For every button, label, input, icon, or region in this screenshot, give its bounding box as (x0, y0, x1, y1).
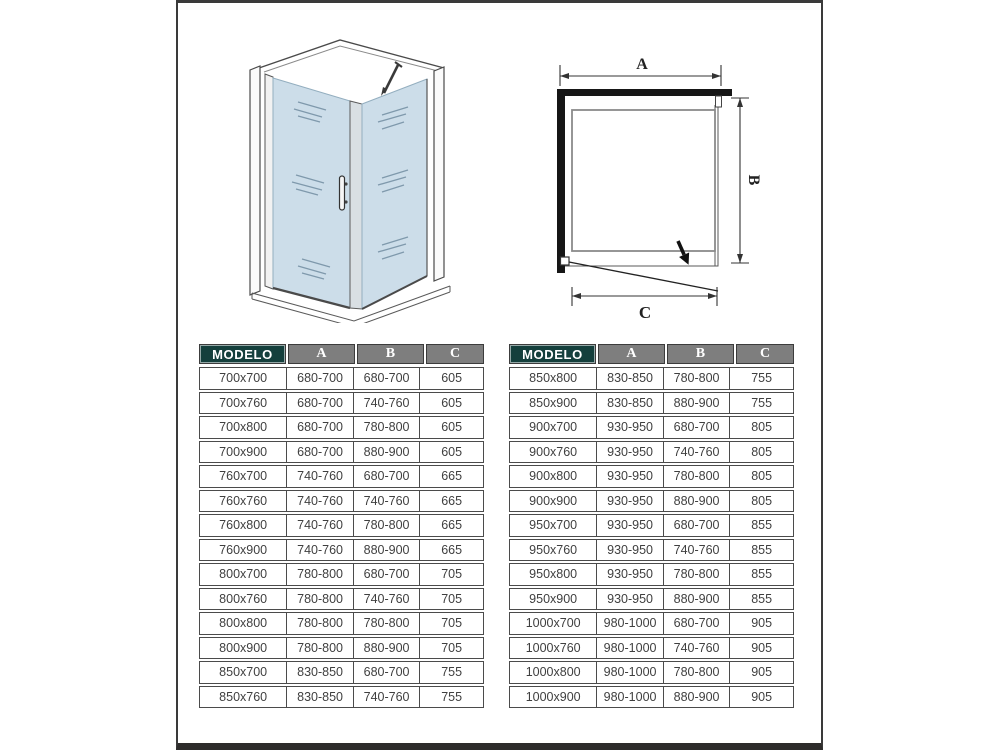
table-cell: 740-760 (286, 540, 353, 561)
table-cell: 830-850 (596, 393, 663, 414)
table-cell: 900x760 (529, 444, 578, 459)
table-cell: 740-760 (663, 540, 730, 561)
right-wall-profile (716, 96, 722, 107)
table-cell: 930-950 (596, 417, 663, 438)
table-row (199, 588, 484, 611)
table-cell: 855 (729, 540, 793, 561)
column-header-a: A (288, 344, 355, 364)
spec-tables (199, 344, 794, 710)
table-cell: 665 (419, 515, 483, 536)
table-cell: 980-1000 (596, 613, 663, 634)
table-cell: 830-850 (286, 662, 353, 683)
table-cell: 780-800 (663, 662, 730, 683)
table-cell: 805 (729, 491, 793, 512)
table-cell: 800x760 (219, 591, 268, 606)
table-cell: 780-800 (286, 564, 353, 585)
table-cell: 830-850 (596, 368, 663, 389)
table-cell: 950x700 (529, 518, 578, 533)
table-row (509, 539, 794, 562)
table-cell: 1000x760 (525, 640, 581, 655)
wall-profile-right (434, 67, 444, 281)
table-cell: 780-800 (286, 638, 353, 659)
table-cell: 830-850 (286, 687, 353, 708)
column-header-b: B (667, 344, 734, 364)
table-cell: 930-950 (596, 540, 663, 561)
table-cell: 930-950 (596, 491, 663, 512)
table-cell: 800x700 (219, 567, 268, 582)
table-row (509, 612, 794, 635)
table-cell: 855 (729, 515, 793, 536)
table-cell: 880-900 (663, 687, 730, 708)
table-cell: 680-700 (286, 442, 353, 463)
table-cell: 705 (419, 589, 483, 610)
table-cell: 700x800 (219, 420, 268, 435)
table-cell: 705 (419, 613, 483, 634)
table-header-row (199, 344, 484, 364)
wall-profile-left (250, 66, 260, 295)
table-cell: 755 (419, 662, 483, 683)
top-fixed-panel (560, 89, 732, 96)
plan-diagram (547, 38, 797, 323)
table-cell: 950x800 (529, 567, 578, 582)
table-cell: 740-760 (286, 466, 353, 487)
table-cell: 780-800 (663, 564, 730, 585)
table-cell: 930-950 (596, 515, 663, 536)
table-cell: 680-700 (353, 368, 420, 389)
isometric-diagram (232, 23, 462, 323)
table-row (509, 637, 794, 660)
table-row (199, 637, 484, 660)
table-cell: 740-760 (663, 638, 730, 659)
table-cell: 880-900 (663, 491, 730, 512)
spec-table-right (509, 344, 794, 710)
table-cell: 680-700 (353, 466, 420, 487)
table-row (509, 514, 794, 537)
spec-table-left (199, 344, 484, 710)
table-cell: 1000x800 (525, 665, 581, 680)
table-row (509, 563, 794, 586)
table-cell: 980-1000 (596, 687, 663, 708)
table-row (509, 490, 794, 513)
door-pivot-block (561, 257, 570, 265)
table-cell: 700x760 (219, 395, 268, 410)
table-header-row (509, 344, 794, 364)
table-cell: 900x700 (529, 420, 578, 435)
table-row (199, 490, 484, 513)
column-header-modelo: MODELO (509, 344, 596, 364)
table-cell: 850x800 (529, 371, 578, 386)
table-cell: 905 (729, 613, 793, 634)
column-header-modelo: MODELO (199, 344, 286, 364)
table-cell: 705 (419, 638, 483, 659)
table-cell: 665 (419, 491, 483, 512)
top-rim (259, 40, 444, 72)
table-cell: 705 (419, 564, 483, 585)
table-row (509, 465, 794, 488)
table-row (199, 514, 484, 537)
table-cell: 780-800 (353, 515, 420, 536)
column-header-c: C (736, 344, 794, 364)
table-row (509, 441, 794, 464)
table-cell: 880-900 (353, 638, 420, 659)
table-cell: 980-1000 (596, 662, 663, 683)
table-body (199, 367, 484, 708)
table-cell: 740-760 (286, 491, 353, 512)
table-cell: 755 (729, 393, 793, 414)
table-cell: 780-800 (353, 417, 420, 438)
table-cell: 665 (419, 540, 483, 561)
table-row (509, 367, 794, 390)
table-row (199, 367, 484, 390)
table-cell: 680-700 (663, 515, 730, 536)
table-cell: 605 (419, 393, 483, 414)
table-row (509, 392, 794, 415)
table-cell: 755 (729, 368, 793, 389)
table-cell: 930-950 (596, 564, 663, 585)
column-header-a: A (598, 344, 665, 364)
table-row (199, 539, 484, 562)
table-row (199, 416, 484, 439)
table-cell: 880-900 (353, 442, 420, 463)
left-wall-bar (557, 89, 565, 273)
table-cell: 605 (419, 368, 483, 389)
table-cell: 880-900 (663, 589, 730, 610)
table-cell: 740-760 (353, 687, 420, 708)
table-cell: 950x760 (529, 542, 578, 557)
table-cell: 755 (419, 687, 483, 708)
table-cell: 800x900 (219, 640, 268, 655)
table-cell: 665 (419, 466, 483, 487)
table-cell: 930-950 (596, 466, 663, 487)
table-cell: 900x900 (529, 493, 578, 508)
table-cell: 850x760 (219, 689, 268, 704)
table-row (199, 563, 484, 586)
table-cell: 680-700 (353, 564, 420, 585)
table-cell: 850x700 (219, 665, 268, 680)
table-row (509, 686, 794, 709)
table-row (199, 686, 484, 709)
table-cell: 680-700 (286, 417, 353, 438)
table-row (199, 392, 484, 415)
enclosure-outline (565, 96, 718, 266)
table-cell: 800x800 (219, 616, 268, 631)
table-cell: 930-950 (596, 442, 663, 463)
table-cell: 905 (729, 687, 793, 708)
table-cell: 605 (419, 417, 483, 438)
side-panel-glass (362, 79, 427, 309)
table-cell: 780-800 (353, 613, 420, 634)
table-cell: 760x700 (219, 469, 268, 484)
table-row (199, 441, 484, 464)
table-cell: 680-700 (353, 662, 420, 683)
table-cell: 740-760 (286, 515, 353, 536)
table-cell: 1000x700 (525, 616, 581, 631)
table-cell: 740-760 (663, 442, 730, 463)
table-row (509, 416, 794, 439)
table-cell: 700x700 (219, 371, 268, 386)
table-cell: 780-800 (286, 589, 353, 610)
table-row (509, 661, 794, 684)
table-cell: 805 (729, 466, 793, 487)
table-cell: 805 (729, 417, 793, 438)
table-cell: 905 (729, 662, 793, 683)
table-cell: 760x800 (219, 518, 268, 533)
table-cell: 780-800 (663, 368, 730, 389)
table-cell: 880-900 (353, 540, 420, 561)
tray-outline (572, 110, 715, 251)
table-cell: 680-700 (286, 393, 353, 414)
table-row (199, 661, 484, 684)
table-cell: 850x900 (529, 395, 578, 410)
table-cell: 740-760 (353, 393, 420, 414)
dim-label-c: C (638, 303, 652, 322)
table-cell: 680-700 (663, 613, 730, 634)
table-cell: 605 (419, 442, 483, 463)
column-header-c: C (426, 344, 484, 364)
table-cell: 980-1000 (596, 638, 663, 659)
table-cell: 680-700 (286, 368, 353, 389)
table-cell: 855 (729, 589, 793, 610)
table-cell: 1000x900 (525, 689, 581, 704)
corner-post (350, 101, 362, 309)
table-cell: 855 (729, 564, 793, 585)
dim-label-b: B (745, 174, 762, 186)
hinge-profile (265, 74, 273, 289)
table-cell: 805 (729, 442, 793, 463)
table-cell: 740-760 (353, 491, 420, 512)
table-cell: 780-800 (286, 613, 353, 634)
table-cell: 905 (729, 638, 793, 659)
table-cell: 950x900 (529, 591, 578, 606)
table-cell: 760x900 (219, 542, 268, 557)
table-cell: 880-900 (663, 393, 730, 414)
table-row (509, 588, 794, 611)
dim-label-a: A (636, 56, 648, 73)
column-header-b: B (357, 344, 424, 364)
table-cell: 760x760 (219, 493, 268, 508)
table-body (509, 367, 794, 708)
table-cell: 930-950 (596, 589, 663, 610)
table-cell: 700x900 (219, 444, 268, 459)
table-row (199, 612, 484, 635)
table-row (199, 465, 484, 488)
table-cell: 680-700 (663, 417, 730, 438)
table-cell: 740-760 (353, 589, 420, 610)
table-cell: 900x800 (529, 469, 578, 484)
table-cell: 780-800 (663, 466, 730, 487)
door-swing-arrow (673, 239, 694, 267)
product-image-frame (176, 0, 823, 750)
